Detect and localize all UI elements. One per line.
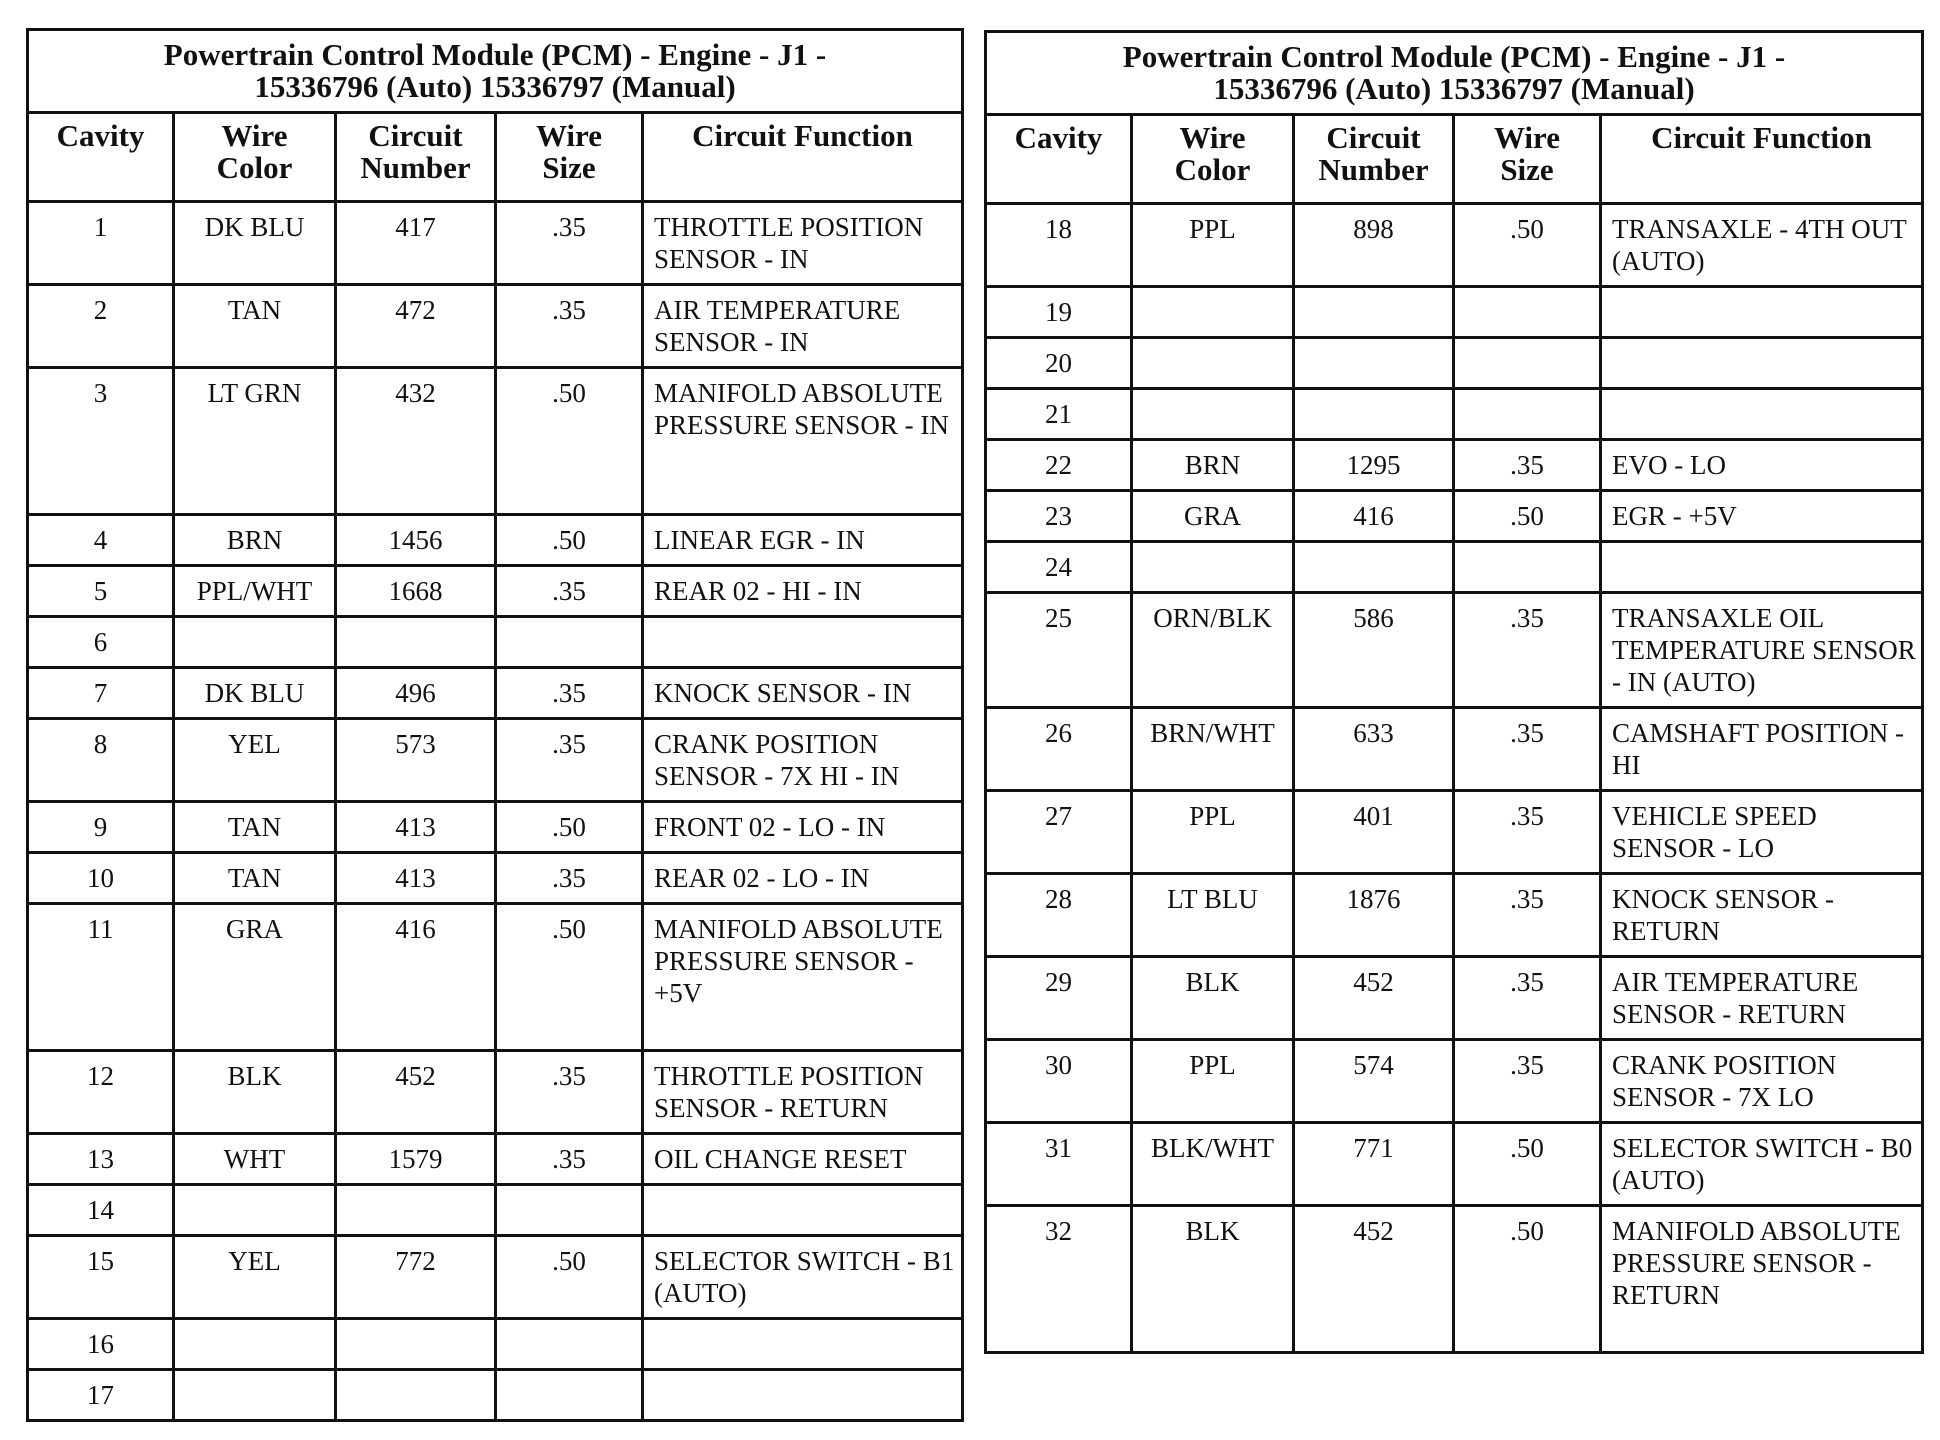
table-row: [28, 719, 963, 802]
circuit-number-cell: 432: [336, 368, 496, 515]
circuit-number-cell: 413: [336, 853, 496, 904]
circuit-function-cell: [643, 1370, 963, 1421]
circuit-number-cell: [1294, 389, 1454, 440]
header-wire-size: Wire Size: [1454, 115, 1601, 204]
table-title: [986, 32, 1923, 115]
wire-color-cell: DK BLU: [174, 668, 336, 719]
table-row: [986, 287, 1923, 338]
wire-color-cell: PPL: [1132, 1040, 1294, 1123]
circuit-number-cell: [1294, 542, 1454, 593]
circuit-function-cell: THROTTLE POSITION SENSOR - RETURN: [643, 1051, 963, 1134]
wire-size-cell: .35: [496, 285, 643, 368]
wire-color-cell: WHT: [174, 1134, 336, 1185]
wire-color-cell: BRN: [1132, 440, 1294, 491]
cavity-cell: 25: [986, 593, 1132, 708]
circuit-number-cell: [1294, 287, 1454, 338]
wire-size-cell: .35: [496, 853, 643, 904]
table-row: [986, 791, 1923, 874]
wire-size-cell: .35: [496, 1051, 643, 1134]
circuit-function-cell: KNOCK SENSOR - RETURN: [1601, 874, 1923, 957]
cavity-cell: 24: [986, 542, 1132, 593]
wire-size-cell: .35: [496, 566, 643, 617]
circuit-number-cell: 417: [336, 202, 496, 285]
wire-size-cell: [496, 1370, 643, 1421]
cavity-cell: 1: [28, 202, 174, 285]
circuit-function-cell: VEHICLE SPEED SENSOR - LO: [1601, 791, 1923, 874]
table-title-line2: 15336796 (Auto) 15336797 (Manual): [1213, 71, 1695, 106]
wire-color-cell: BLK: [1132, 1206, 1294, 1353]
circuit-function-cell: TRANSAXLE - 4TH OUT (AUTO): [1601, 204, 1923, 287]
cavity-cell: 4: [28, 515, 174, 566]
circuit-number-cell: [336, 1319, 496, 1370]
wire-color-cell: PPL: [1132, 204, 1294, 287]
table-row: [28, 566, 963, 617]
table-row: [28, 1185, 963, 1236]
circuit-function-cell: REAR 02 - LO - IN: [643, 853, 963, 904]
wire-size-cell: .35: [1454, 1040, 1601, 1123]
table-row: [986, 1123, 1923, 1206]
circuit-function-cell: [1601, 338, 1923, 389]
wire-size-cell: .35: [496, 202, 643, 285]
circuit-function-cell: SELECTOR SWITCH - B0 (AUTO): [1601, 1123, 1923, 1206]
circuit-function-cell: [1601, 287, 1923, 338]
wire-size-cell: [1454, 542, 1601, 593]
pcm-table-left: [26, 28, 964, 1422]
table-row: [28, 1134, 963, 1185]
wire-color-cell: BLK: [1132, 957, 1294, 1040]
circuit-function-cell: TRANSAXLE OIL TEMPERATURE SENSOR - IN (AUTO): [1601, 593, 1923, 708]
wire-color-cell: TAN: [174, 802, 336, 853]
cavity-cell: 31: [986, 1123, 1132, 1206]
table-row: [28, 515, 963, 566]
wire-size-cell: .35: [496, 668, 643, 719]
circuit-function-cell: AIR TEMPERATURE SENSOR - RETURN: [1601, 957, 1923, 1040]
circuit-number-cell: 1876: [1294, 874, 1454, 957]
circuit-function-cell: REAR 02 - HI - IN: [643, 566, 963, 617]
cavity-cell: 22: [986, 440, 1132, 491]
table-row: [986, 491, 1923, 542]
wire-color-cell: [174, 1185, 336, 1236]
circuit-function-cell: MANIFOLD ABSOLUTE PRESSURE SENSOR - +5V: [643, 904, 963, 1051]
circuit-number-cell: 452: [1294, 1206, 1454, 1353]
header-row: [28, 113, 963, 202]
wire-size-cell: .35: [496, 719, 643, 802]
cavity-cell: 23: [986, 491, 1132, 542]
cavity-cell: 21: [986, 389, 1132, 440]
pcm-table-right: [984, 30, 1924, 1354]
wire-color-cell: PPL/WHT: [174, 566, 336, 617]
wire-color-cell: YEL: [174, 719, 336, 802]
wire-size-cell: .50: [496, 368, 643, 515]
table-row: [28, 802, 963, 853]
wire-color-cell: BLK: [174, 1051, 336, 1134]
circuit-number-cell: 633: [1294, 708, 1454, 791]
wire-size-cell: .35: [1454, 791, 1601, 874]
circuit-function-cell: [643, 617, 963, 668]
cavity-cell: 5: [28, 566, 174, 617]
cavity-cell: 8: [28, 719, 174, 802]
wire-size-cell: .35: [1454, 708, 1601, 791]
header-wire-size: Wire Size: [496, 113, 643, 202]
table-row: [28, 1370, 963, 1421]
circuit-function-cell: EVO - LO: [1601, 440, 1923, 491]
header-circuit-function: Circuit Function: [1601, 115, 1923, 204]
circuit-function-cell: MANIFOLD ABSOLUTE PRESSURE SENSOR - RETURN: [1601, 1206, 1923, 1353]
wire-size-cell: .35: [496, 1134, 643, 1185]
header-row: [986, 115, 1923, 204]
circuit-number-cell: [336, 617, 496, 668]
wire-color-cell: [174, 617, 336, 668]
wire-color-cell: GRA: [174, 904, 336, 1051]
circuit-number-cell: 416: [336, 904, 496, 1051]
wire-color-cell: [1132, 287, 1294, 338]
cavity-cell: 17: [28, 1370, 174, 1421]
wire-size-cell: .50: [496, 515, 643, 566]
wire-size-cell: .35: [1454, 593, 1601, 708]
header-wire-color: Wire Color: [174, 113, 336, 202]
circuit-function-cell: CAMSHAFT POSITION - HI: [1601, 708, 1923, 791]
wire-size-cell: [496, 617, 643, 668]
circuit-number-cell: 772: [336, 1236, 496, 1319]
cavity-cell: 16: [28, 1319, 174, 1370]
table-row: [28, 617, 963, 668]
wire-size-cell: .50: [496, 802, 643, 853]
circuit-function-cell: AIR TEMPERATURE SENSOR - IN: [643, 285, 963, 368]
circuit-number-cell: [336, 1370, 496, 1421]
wire-color-cell: BLK/WHT: [1132, 1123, 1294, 1206]
wire-color-cell: LT BLU: [1132, 874, 1294, 957]
circuit-number-cell: 472: [336, 285, 496, 368]
cavity-cell: 28: [986, 874, 1132, 957]
circuit-number-cell: 496: [336, 668, 496, 719]
circuit-number-cell: 771: [1294, 1123, 1454, 1206]
table-row: [28, 1236, 963, 1319]
cavity-cell: 11: [28, 904, 174, 1051]
circuit-function-cell: THROTTLE POSITION SENSOR - IN: [643, 202, 963, 285]
wire-color-cell: TAN: [174, 285, 336, 368]
circuit-number-cell: 574: [1294, 1040, 1454, 1123]
table-row: [28, 368, 963, 515]
circuit-number-cell: 1456: [336, 515, 496, 566]
table-row: [28, 1319, 963, 1370]
circuit-function-cell: OIL CHANGE RESET: [643, 1134, 963, 1185]
table-row: [986, 204, 1923, 287]
circuit-number-cell: 898: [1294, 204, 1454, 287]
table-row: [28, 853, 963, 904]
wire-color-cell: YEL: [174, 1236, 336, 1319]
cavity-cell: 26: [986, 708, 1132, 791]
table-row: [986, 1206, 1923, 1353]
wire-color-cell: DK BLU: [174, 202, 336, 285]
cavity-cell: 29: [986, 957, 1132, 1040]
circuit-function-cell: MANIFOLD ABSOLUTE PRESSURE SENSOR - IN: [643, 368, 963, 515]
circuit-function-cell: [1601, 389, 1923, 440]
cavity-cell: 12: [28, 1051, 174, 1134]
cavity-cell: 30: [986, 1040, 1132, 1123]
wire-size-cell: [496, 1319, 643, 1370]
table-row: [986, 708, 1923, 791]
cavity-cell: 27: [986, 791, 1132, 874]
header-wire-color: Wire Color: [1132, 115, 1294, 204]
wire-size-cell: [1454, 287, 1601, 338]
table-row: [986, 389, 1923, 440]
table-row: [28, 202, 963, 285]
header-cavity: Cavity: [986, 115, 1132, 204]
table-title-line1: Powertrain Control Module (PCM) - Engine - J1 -: [163, 37, 827, 72]
cavity-cell: 3: [28, 368, 174, 515]
cavity-cell: 9: [28, 802, 174, 853]
wire-color-cell: BRN: [174, 515, 336, 566]
circuit-function-cell: CRANK POSITION SENSOR - 7X HI - IN: [643, 719, 963, 802]
cavity-cell: 2: [28, 285, 174, 368]
wire-color-cell: TAN: [174, 853, 336, 904]
wire-size-cell: .35: [1454, 440, 1601, 491]
header-circuit-function: Circuit Function: [643, 113, 963, 202]
cavity-cell: 13: [28, 1134, 174, 1185]
circuit-function-cell: [1601, 542, 1923, 593]
wire-size-cell: .50: [1454, 491, 1601, 542]
table-row: [986, 440, 1923, 491]
table-row: [986, 542, 1923, 593]
circuit-function-cell: KNOCK SENSOR - IN: [643, 668, 963, 719]
table-row: [986, 957, 1923, 1040]
circuit-number-cell: 586: [1294, 593, 1454, 708]
table-title-line2: 15336796 (Auto) 15336797 (Manual): [254, 69, 736, 104]
wire-color-cell: [1132, 389, 1294, 440]
wire-color-cell: GRA: [1132, 491, 1294, 542]
wire-size-cell: [496, 1185, 643, 1236]
wire-size-cell: .50: [1454, 1206, 1601, 1353]
wire-color-cell: [1132, 338, 1294, 389]
circuit-function-cell: [643, 1319, 963, 1370]
circuit-number-cell: 413: [336, 802, 496, 853]
cavity-cell: 7: [28, 668, 174, 719]
wire-color-cell: ORN/BLK: [1132, 593, 1294, 708]
table-title: [28, 30, 963, 113]
table-title-line1: Powertrain Control Module (PCM) - Engine - J1 -: [1122, 39, 1786, 74]
table-title-row: [28, 30, 963, 113]
circuit-number-cell: 573: [336, 719, 496, 802]
table-row: [986, 874, 1923, 957]
header-circuit-number: Circuit Number: [336, 113, 496, 202]
circuit-number-cell: 416: [1294, 491, 1454, 542]
circuit-number-cell: 1295: [1294, 440, 1454, 491]
table-row: [986, 338, 1923, 389]
cavity-cell: 10: [28, 853, 174, 904]
header-cavity: Cavity: [28, 113, 174, 202]
wire-color-cell: BRN/WHT: [1132, 708, 1294, 791]
wire-size-cell: .50: [1454, 204, 1601, 287]
circuit-function-cell: CRANK POSITION SENSOR - 7X LO: [1601, 1040, 1923, 1123]
wire-size-cell: [1454, 389, 1601, 440]
circuit-number-cell: 452: [336, 1051, 496, 1134]
circuit-number-cell: 401: [1294, 791, 1454, 874]
circuit-function-cell: FRONT 02 - LO - IN: [643, 802, 963, 853]
circuit-number-cell: 1579: [336, 1134, 496, 1185]
wire-color-cell: [174, 1319, 336, 1370]
table-row: [28, 904, 963, 1051]
circuit-number-cell: 452: [1294, 957, 1454, 1040]
wire-color-cell: [1132, 542, 1294, 593]
cavity-cell: 32: [986, 1206, 1132, 1353]
table-row: [28, 1051, 963, 1134]
wire-size-cell: .50: [1454, 1123, 1601, 1206]
circuit-function-cell: [643, 1185, 963, 1236]
wire-size-cell: .35: [1454, 874, 1601, 957]
circuit-number-cell: [1294, 338, 1454, 389]
table-row: [986, 593, 1923, 708]
wire-size-cell: .35: [1454, 957, 1601, 1040]
circuit-function-cell: SELECTOR SWITCH - B1 (AUTO): [643, 1236, 963, 1319]
wire-size-cell: [1454, 338, 1601, 389]
circuit-number-cell: [336, 1185, 496, 1236]
wire-color-cell: [174, 1370, 336, 1421]
table-row: [28, 285, 963, 368]
wire-size-cell: .50: [496, 1236, 643, 1319]
cavity-cell: 6: [28, 617, 174, 668]
circuit-function-cell: LINEAR EGR - IN: [643, 515, 963, 566]
cavity-cell: 15: [28, 1236, 174, 1319]
table-title-row: [986, 32, 1923, 115]
cavity-cell: 14: [28, 1185, 174, 1236]
cavity-cell: 18: [986, 204, 1132, 287]
wire-color-cell: LT GRN: [174, 368, 336, 515]
table-row: [28, 668, 963, 719]
table-row: [986, 1040, 1923, 1123]
circuit-function-cell: EGR - +5V: [1601, 491, 1923, 542]
header-circuit-number: Circuit Number: [1294, 115, 1454, 204]
cavity-cell: 20: [986, 338, 1132, 389]
wire-color-cell: PPL: [1132, 791, 1294, 874]
wire-size-cell: .50: [496, 904, 643, 1051]
cavity-cell: 19: [986, 287, 1132, 338]
circuit-number-cell: 1668: [336, 566, 496, 617]
